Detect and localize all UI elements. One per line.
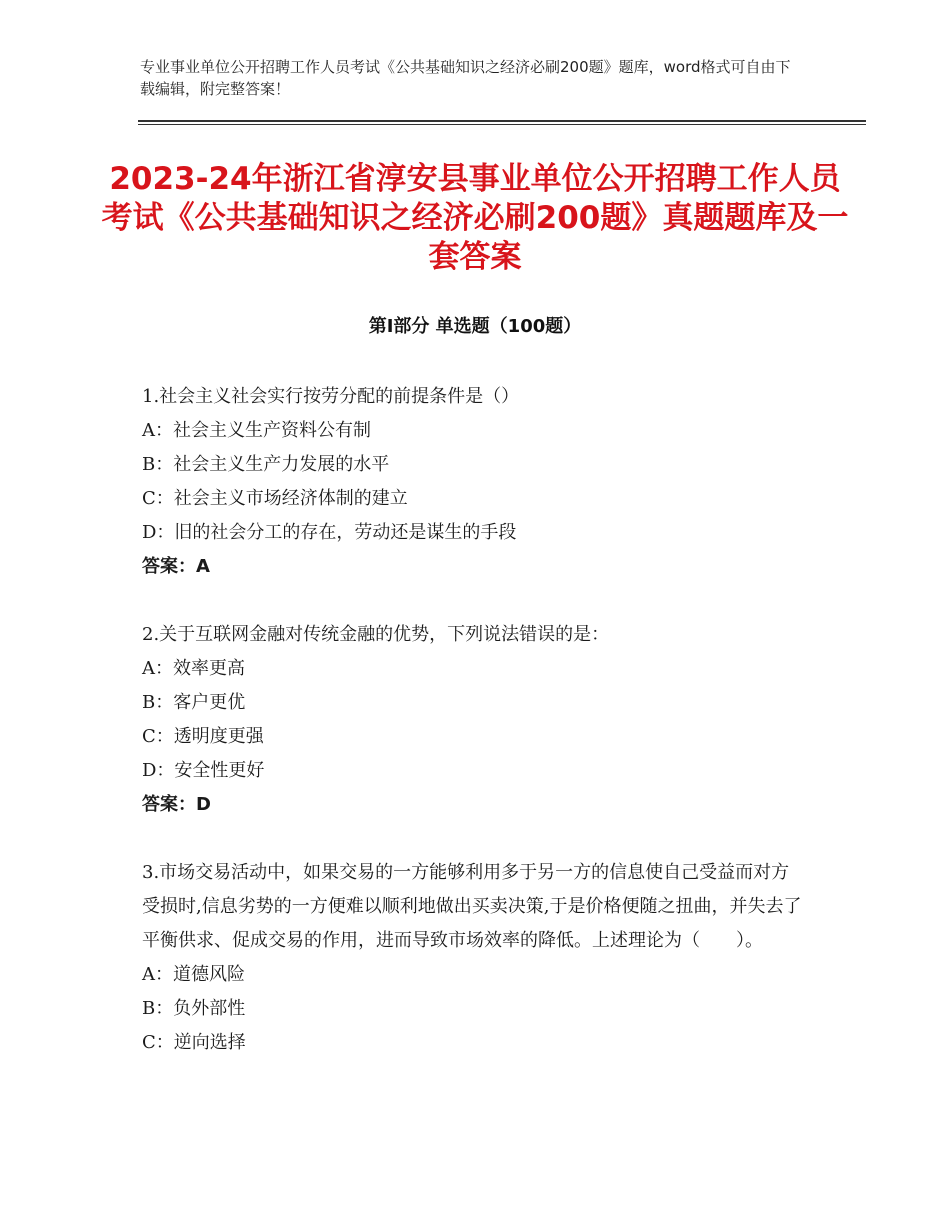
header-divider xyxy=(138,120,866,122)
option-b: B：社会主义生产力发展的水平 xyxy=(142,454,390,475)
question-text: 2.关于互联网金融对传统金融的优势，下列说法错误的是： xyxy=(142,624,610,645)
option-a: A：效率更高 xyxy=(142,658,245,679)
question-2 xyxy=(142,618,802,822)
option-c: C：逆向选择 xyxy=(142,1032,246,1053)
answer-label: 答案：D xyxy=(142,794,211,815)
option-a: A：社会主义生产资料公有制 xyxy=(142,420,371,441)
option-d: D：旧的社会分工的存在，劳动还是谋生的手段 xyxy=(142,522,517,543)
option-b: B：客户更优 xyxy=(142,692,246,713)
option-d: D：安全性更好 xyxy=(142,760,265,781)
question-3 xyxy=(142,856,802,1060)
section-title: 第Ⅰ部分 单选题（100题） xyxy=(368,316,582,337)
document-title: 2023-24年浙江省淳安县事业单位公开招聘工作人员考试《公共基础知识之经济必刷200题》真题题库及一套答案 xyxy=(101,161,849,275)
option-c: C：透明度更强 xyxy=(142,726,264,747)
option-a: A：道德风险 xyxy=(142,964,245,985)
document-header-note: 专业事业单位公开招聘工作人员考试《公共基础知识之经济必刷200题》题库，word格式可自由下载编辑，附完整答案！ xyxy=(140,58,791,98)
question-list xyxy=(142,380,802,1094)
question-text: 1.社会主义社会实行按劳分配的前提条件是（） xyxy=(142,386,520,407)
answer-label: 答案：A xyxy=(142,556,210,577)
option-b: B：负外部性 xyxy=(142,998,246,1019)
question-1 xyxy=(142,380,802,584)
header-divider-thin xyxy=(138,124,866,125)
option-c: C：社会主义市场经济体制的建立 xyxy=(142,488,408,509)
question-text: 3.市场交易活动中，如果交易的一方能够利用多于另一方的信息使自己受益而对方受损时,信息劣势的一方便难以顺利地做出买卖决策,于是价格便随之扭曲，并失去了平衡供求、促成交易的作用，进而导致市场效率的降低。上述理论为（ ）。 xyxy=(142,862,802,951)
